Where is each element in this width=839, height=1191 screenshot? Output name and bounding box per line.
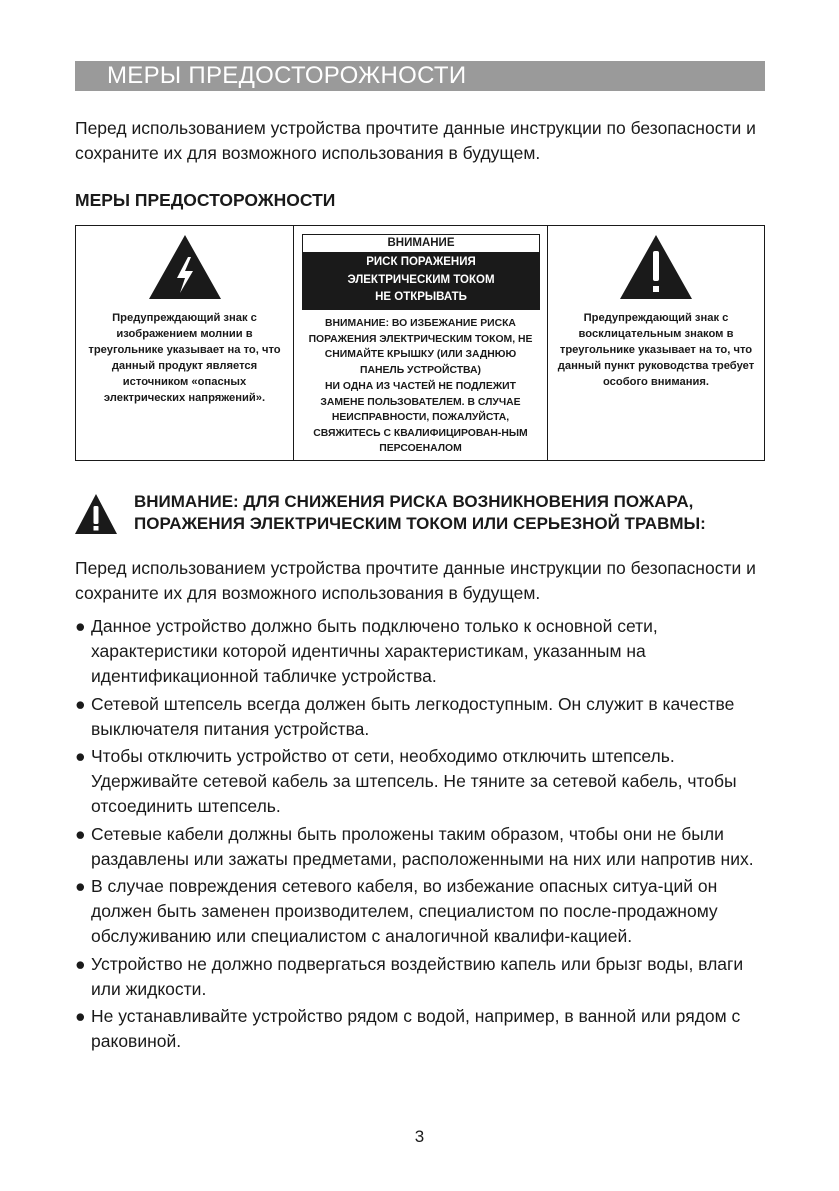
intro-paragraph-2: Перед использованием устройства прочтите данные инструкции по безопасности и сохраните их для возможного использования в будущем. bbox=[75, 558, 756, 603]
caution-cell bbox=[294, 226, 548, 460]
exclamation-triangle-icon bbox=[618, 233, 694, 301]
bullet-dot-icon: ● bbox=[75, 1006, 86, 1026]
page-number: 3 bbox=[414, 1127, 425, 1146]
shock-risk-line-3: НЕ ОТКРЫВАТЬ bbox=[375, 291, 467, 303]
warning-heading: ВНИМАНИЕ: ДЛЯ СНИЖЕНИЯ РИСКА ВОЗНИКНОВЕНИЯ ПОЖАРА, ПОРАЖЕНИЯ ЭЛЕКТРИЧЕСКИМ ТОКОМ ИЛИ СЕРЬЕЗНОЙ ТРАВМЫ: bbox=[134, 492, 706, 533]
caution-text-cover: ВНИМАНИЕ: ВО ИЗБЕЖАНИЕ РИСКА ПОРАЖЕНИЯ ЭЛЕКТРИЧЕСКИМ ТОКОМ, НЕ СНИМАЙТЕ КРЫШКУ (ИЛИ ЗАДНЮЮ ПАНЕЛЬ УСТРОЙСТВА) bbox=[308, 318, 533, 376]
safety-bullet-list bbox=[75, 614, 775, 1057]
lightning-symbol-cell bbox=[76, 226, 294, 460]
lightning-symbol-description: Предупреждающий знак с изображением молнии в треугольнике указывает на то, что данный продукт является источником «опасных электрических напряжений». bbox=[88, 312, 281, 404]
list-item: ● Чтобы отключить устройство от сети, необходимо отключить штепсель. Удерживайте сетевой кабель за штепсель. Не тяните за сетевой кабель, чтобы отсоединить штепсель. bbox=[75, 746, 737, 816]
bullet-dot-icon: ● bbox=[75, 746, 86, 766]
lightning-triangle-icon bbox=[147, 233, 223, 301]
bullet-dot-icon: ● bbox=[75, 823, 86, 844]
shock-risk-banner bbox=[303, 253, 539, 310]
list-item: ● Устройство не должно подвергаться воздействию капель или брызг воды, влаги или жидкости. bbox=[75, 953, 744, 999]
shock-risk-line-1: РИСК ПОРАЖЕНИЯ bbox=[366, 256, 476, 268]
page-header-bar: МЕРЫ ПРЕДОСТОРОЖНОСТИ bbox=[75, 61, 765, 91]
warning-symbols-table bbox=[75, 225, 765, 461]
list-item: ● Сетевые кабели должны быть проложены таким образом, чтобы они не были раздавлены или зажаты предметами, расположенными на них или напротив них. bbox=[75, 823, 754, 869]
caution-title: ВНИМАНИЕ bbox=[303, 235, 539, 253]
bullet-dot-icon: ● bbox=[75, 616, 86, 636]
warning-triangle-icon bbox=[74, 493, 118, 535]
bullet-dot-icon: ● bbox=[75, 876, 86, 896]
list-item: ● В случае повреждения сетевого кабеля, во избежание опасных ситуа-ций он должен быть заменен производителем, специалистом по после-продажному обслуживанию или специалистом с аналогичной квалифи-кацией. bbox=[75, 876, 718, 946]
caution-text-service: НИ ОДНА ИЗ ЧАСТЕЙ НЕ ПОДЛЕЖИТ ЗАМЕНЕ ПОЛЬЗОВАТЕЛЕМ. В СЛУЧАЕ НЕИСПРАВНОСТИ, ПОЖАЛУЙСТА, СВЯЖИТЕСЬ С КВАЛИФИЦИРОВАН-НЫМ ПЕРСОЕНАЛОМ bbox=[313, 381, 528, 454]
bullet-dot-icon: ● bbox=[75, 693, 86, 714]
section-title: МЕРЫ ПРЕДОСТОРОЖНОСТИ bbox=[75, 190, 336, 210]
list-item: ● Не устанавливайте устройство рядом с водой, например, в ванной или рядом с раковиной. bbox=[75, 1006, 741, 1051]
list-item: ● Сетевой штепсель всегда должен быть легкодоступным. Он служит в качестве выключателя питания устройства. bbox=[75, 693, 735, 739]
bullet-dot-icon: ● bbox=[75, 953, 86, 974]
exclamation-symbol-description: Предупреждающий знак с восклицательным знаком в треугольнике указывает на то, что данный пункт руководства требует особого внимания. bbox=[557, 312, 755, 388]
shock-risk-line-2: ЭЛЕКТРИЧЕСКИМ ТОКОМ bbox=[347, 273, 495, 286]
exclamation-symbol-cell bbox=[548, 226, 764, 460]
caution-label bbox=[302, 234, 540, 310]
list-item: ● Данное устройство должно быть подключено только к основной сети, характеристики которой идентичны характеристикам, указанным на идентификационной табличке устройства. bbox=[75, 616, 658, 686]
intro-paragraph: Перед использованием устройства прочтите данные инструкции по безопасности и сохраните их для возможного использования в будущем. bbox=[75, 118, 756, 163]
